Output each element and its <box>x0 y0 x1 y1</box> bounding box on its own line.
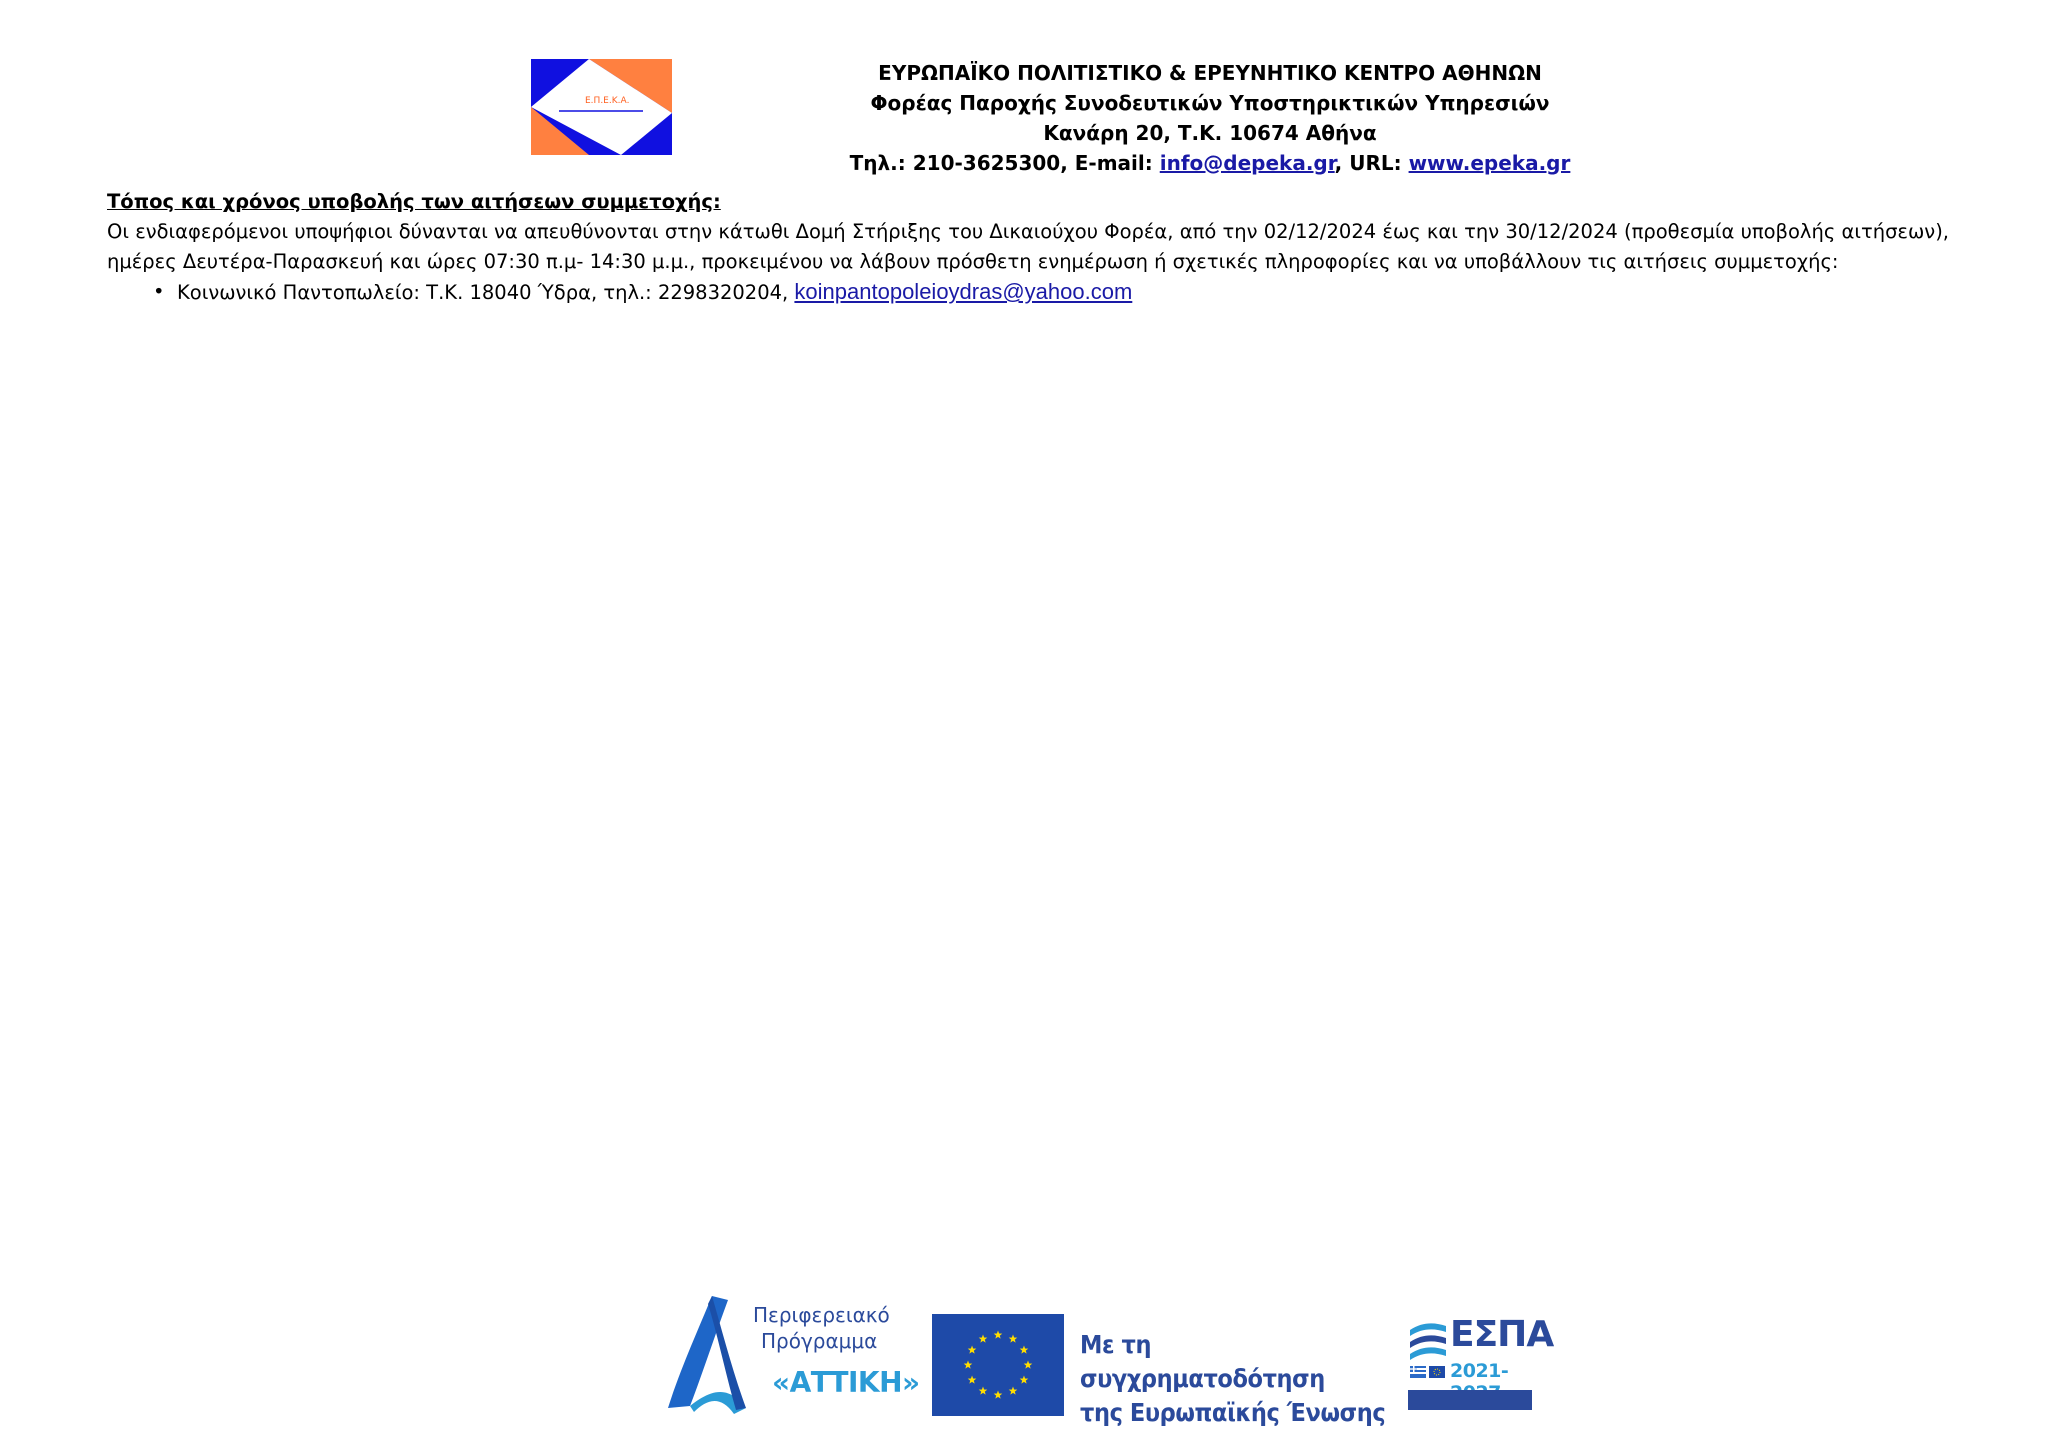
bullet-dot-icon: • <box>153 280 165 303</box>
document-body <box>107 187 1949 308</box>
epeka-logo-text: Ε.Π.Ε.Κ.Α. <box>585 96 630 106</box>
eu-small-flag-icon <box>1429 1366 1445 1378</box>
submission-paragraph: Οι ενδιαφερόμενοι υποψήφιοι δύνανται να απευθύνονται στην κάτωθι Δομή Στήριξης του Δικαιούχου Φορέα, από την 02/12/2024 έως και την 30/12/2024 (προθεσμία υποβολής αιτήσεων), ημέρες Δευτέρα-Παρασκευή και ώρες 07:30 π.μ- 14:30 μ.μ., προκειμένου να λάβουν πρόσθετη ενημέρωση ή σχετικές πληροφορίες και να υποβάλλουν τις αιτήσεις συμμετοχής: <box>107 220 1949 273</box>
espa-years: 2021- <box>1450 1360 1509 1382</box>
organization-name: ΕΥΡΩΠΑΪΚΟ ΠΟΛΙΤΙΣΤΙΚΟ & ΕΡΕΥΝΗΤΙΚΟ ΚΕΝΤΡΟ ΑΘΗΝΩΝ <box>878 61 1542 85</box>
attiki-title <box>753 1302 890 1354</box>
letterhead <box>820 58 1600 178</box>
eu-line2: της Ευρωπαϊκής Ένωσης <box>1080 1398 1386 1427</box>
espa-banner <box>1408 1390 1532 1410</box>
section-title: Τόπος και χρόνος υποβολής των αιτήσεων συμμετοχής: <box>107 190 721 213</box>
list-item <box>153 277 1949 308</box>
organization-subtitle: Φορέας Παροχής Συνοδευτικών Υποστηρικτικών Υπηρεσιών <box>870 91 1550 115</box>
greek-flag-icon <box>1410 1366 1426 1378</box>
support-structure-text: Κοινωνικό Παντοπωλείο: Τ.Κ. 18040 Ύδρα, τηλ.: 2298320204, <box>177 281 795 304</box>
attiki-program-logo <box>660 1290 920 1420</box>
contact-prefix: Τηλ.: 210-3625300, E-mail: <box>849 151 1160 175</box>
attiki-line2: Πρόγραμμα <box>761 1329 878 1353</box>
url-prefix: , URL: <box>1334 151 1409 175</box>
attiki-a-icon <box>660 1290 755 1420</box>
attiki-line3: «ΑΤΤΙΚΗ» <box>772 1366 920 1399</box>
organization-address: Κανάρη 20, Τ.Κ. 10674 Αθήνα <box>1043 121 1377 145</box>
attiki-line1: Περιφερειακό <box>753 1303 890 1327</box>
espa-logo <box>1408 1314 1554 1416</box>
espa-title: ΕΣΠΑ <box>1450 1314 1554 1355</box>
contact-line <box>820 148 1600 178</box>
website-link[interactable]: www.epeka.gr <box>1408 151 1571 175</box>
eu-line1: Με τη συγχρηματοδότηση <box>1080 1330 1325 1393</box>
eu-flag-icon <box>932 1314 1064 1416</box>
email-link[interactable]: info@depeka.gr <box>1159 151 1335 175</box>
epeka-logo <box>531 59 672 155</box>
support-email-link[interactable]: koinpantopoleioydras@yahoo.com <box>794 279 1133 304</box>
espa-stripes-icon <box>1408 1320 1448 1364</box>
bullet-list <box>107 277 1949 308</box>
funding-footer <box>660 1290 1560 1430</box>
eu-cofunding-text <box>1080 1328 1400 1430</box>
